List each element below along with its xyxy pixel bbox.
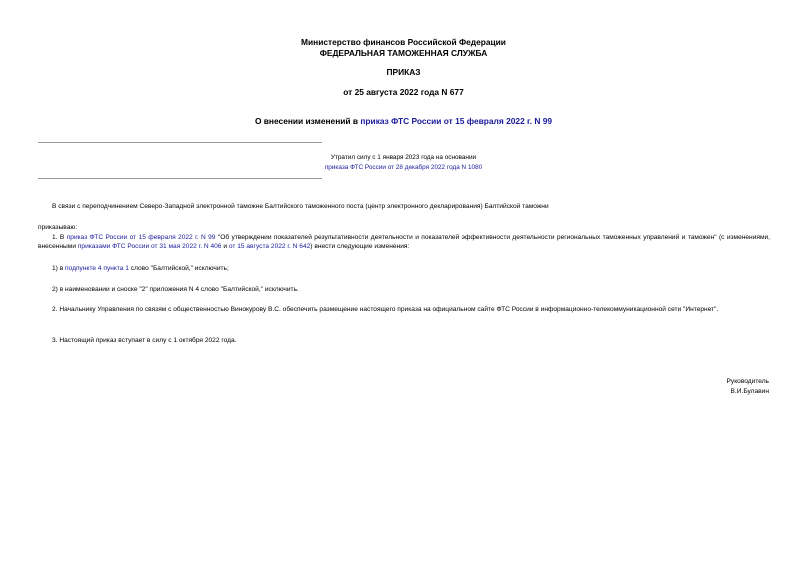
item-1-post: ) внести следующие изменения: — [310, 242, 410, 250]
item-1-link-order-406[interactable]: приказами ФТС России от 31 мая 2022 г. N 406 — [77, 242, 222, 250]
ministry-name: Министерство финансов Российской Федерации — [301, 37, 506, 47]
doc-title — [0, 116, 807, 127]
doc-title-prefix: О внесении изменений в — [254, 116, 361, 126]
subitem-1-post: слово "Балтийской," исключить; — [128, 265, 229, 272]
divider-top — [38, 142, 322, 143]
item-1-link-order-99[interactable]: приказ ФТС России от 15 февраля 2022 г. N 99 — [66, 234, 216, 241]
divider-bottom — [38, 178, 322, 179]
subitem-1-link[interactable]: подпункте 4 пункта 1 — [65, 265, 129, 272]
intro-paragraph: В связи с переподчинением Северо-Западной электронной таможне Балтийского таможенного поста (центр электронного декларирования) Балтийской таможни — [52, 203, 549, 210]
item-1-pre: 1. В — [52, 234, 67, 241]
doc-type: ПРИКАЗ — [386, 67, 421, 77]
signature-block — [727, 377, 769, 397]
item-1-mid-2: и — [221, 242, 229, 250]
signature-name: В.И.Булавин — [730, 387, 769, 395]
signature-role: Руководитель — [726, 378, 769, 385]
subitem-1-paragraph — [38, 265, 770, 274]
orders-word: приказываю: — [38, 224, 78, 231]
status-note-link[interactable]: приказа ФТС России от 28 декабря 2022 года N 1080 — [324, 163, 483, 171]
status-note-text: Утратил силу с 1 января 2023 года на основании — [330, 154, 477, 161]
header-block — [0, 37, 807, 58]
item-1-paragraph — [38, 234, 770, 251]
service-name: ФЕДЕРАЛЬНАЯ ТАМОЖЕННАЯ СЛУЖБА — [319, 47, 488, 58]
doc-date-number: от 25 августа 2022 года N 677 — [343, 87, 464, 97]
subitem-1-pre: 1) в — [52, 265, 66, 272]
item-1-mid-1: "Об утверждении показателей результативности деятельности и показателей эффективности деятельности региональных таможенных управлений и таможен" (с изменениями, внесенными — [38, 234, 770, 250]
doc-title-link[interactable]: приказ ФТС России от 15 февраля 2022 г. N 99 — [360, 116, 553, 126]
item-1-link-order-642[interactable]: от 15 августа 2022 г. N 642 — [228, 242, 311, 250]
status-note — [0, 153, 807, 172]
subitem-2-paragraph: 2) в наименовании и сноске "2" приложения N 4 слово "Балтийской," исключить. — [52, 286, 299, 293]
item-2-paragraph: 2. Начальнику Управления по связям с общественностью Винокурову В.С. обеспечить размещение настоящего приказа на официальном сайте ФТС России в информационно-телекоммуникационной сети "Интернет". — [52, 306, 719, 313]
item-3-paragraph: 3. Настоящий приказ вступает в силу с 1 октября 2022 года. — [52, 337, 237, 344]
